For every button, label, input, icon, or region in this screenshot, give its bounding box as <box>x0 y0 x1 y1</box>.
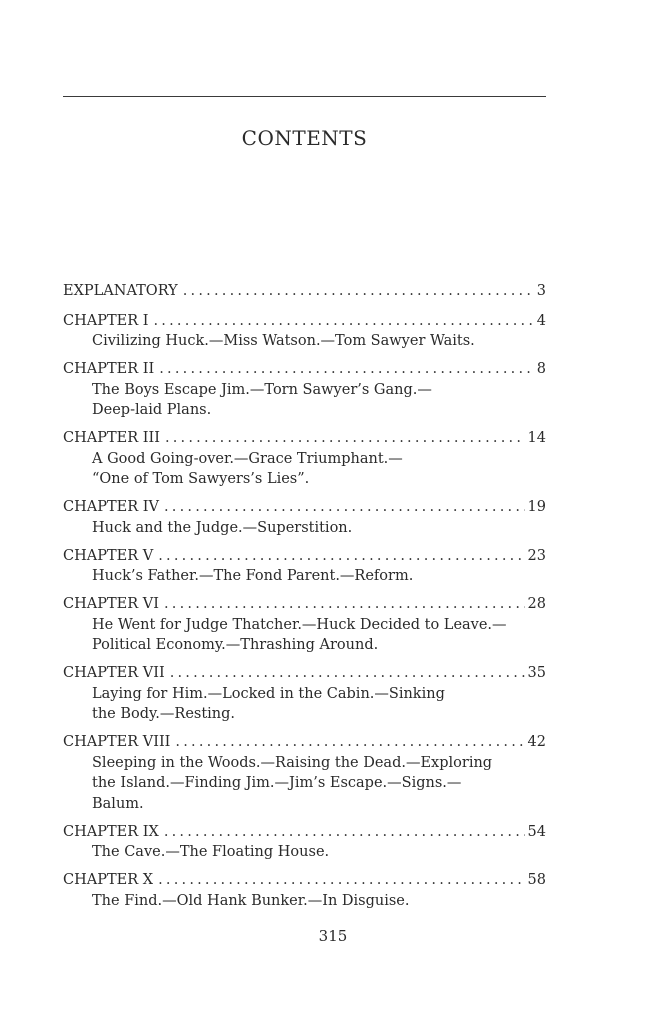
toc-entry-line <box>63 594 546 615</box>
toc-entry-line <box>63 359 546 380</box>
toc-entry <box>63 428 546 490</box>
toc-entry-description: Balum. <box>92 795 144 812</box>
toc-entry-description: The Boys Escape Jim.—Torn Sawyer’s Gang.— <box>92 381 432 398</box>
toc-entry-line <box>63 281 546 302</box>
toc-entry-description: “One of Tom Sawyers’s Lies”. <box>92 471 310 487</box>
toc-entry-description: the Island.—Finding Jim.—Jim’s Escape.—Signs.— <box>92 775 462 791</box>
toc-entry-line <box>63 428 546 449</box>
toc-entry-page: 35 <box>527 665 546 681</box>
toc-entry-page: 58 <box>527 872 546 888</box>
toc-entry-label: CHAPTER VI <box>63 596 159 612</box>
toc-entry-page: 42 <box>527 734 546 750</box>
toc-entry <box>63 546 546 587</box>
toc-entry-page: 4 <box>536 312 546 329</box>
dot-leader <box>170 663 525 684</box>
toc-entry-page: 19 <box>527 499 546 515</box>
dot-leader <box>164 594 525 615</box>
toc-entry-label: CHAPTER IX <box>63 823 159 840</box>
dot-leader <box>175 732 524 753</box>
toc-entry-description: The Cave.—The Floating House. <box>92 844 330 860</box>
toc-entry-label: CHAPTER X <box>63 872 154 888</box>
toc-entry <box>63 663 546 725</box>
toc-entry-label: CHAPTER V <box>63 547 154 564</box>
dot-leader <box>164 497 525 518</box>
toc-entry-line <box>63 822 546 843</box>
top-rule <box>63 96 546 97</box>
toc-entry-description: Huck and the Judge.—Superstition. <box>92 519 353 536</box>
toc-entry-label: CHAPTER III <box>63 430 160 446</box>
table-of-contents <box>63 281 546 919</box>
toc-entry-page: 8 <box>536 361 546 377</box>
toc-entry-description: the Body.—Resting. <box>92 706 236 722</box>
page-title: CONTENTS <box>241 126 368 150</box>
toc-entry-page: 28 <box>527 596 546 612</box>
dot-leader <box>159 359 534 380</box>
toc-entry-line <box>63 546 546 567</box>
toc-entry <box>63 497 546 538</box>
toc-entry-page: 14 <box>527 430 546 446</box>
toc-entry-description: Laying for Him.—Locked in the Cabin.—Sinking <box>92 685 445 702</box>
toc-entry-page: 3 <box>536 283 546 299</box>
toc-entry <box>63 359 546 421</box>
toc-entry-line <box>63 732 546 753</box>
toc-entry-label: EXPLANATORY <box>63 283 178 299</box>
toc-entry-description: Civilizing Huck.—Miss Watson.—Tom Sawyer Waits. <box>92 333 475 349</box>
dot-leader <box>158 546 524 567</box>
dot-leader <box>158 870 524 891</box>
page-number: 315 <box>318 927 348 945</box>
toc-entry-label: CHAPTER II <box>63 361 155 377</box>
toc-entry-label: CHAPTER VII <box>63 665 165 681</box>
toc-entry <box>63 594 546 656</box>
toc-entry-description: A Good Going-over.—Grace Triumphant.— <box>92 450 403 467</box>
toc-entry-description: Deep-laid Plans. <box>92 402 212 418</box>
toc-entry-line <box>63 870 546 891</box>
toc-entry <box>63 311 546 352</box>
toc-entry-label: CHAPTER I <box>63 312 149 329</box>
toc-entry-description: Huck’s Father.—The Fond Parent.—Reform. <box>92 568 414 584</box>
toc-entry-line <box>63 311 546 332</box>
toc-entry-page: 23 <box>527 547 546 564</box>
toc-entry-label: CHAPTER IV <box>63 499 159 515</box>
dot-leader <box>153 311 533 332</box>
toc-entry-line <box>63 663 546 684</box>
toc-entry-page: 54 <box>527 823 546 840</box>
toc-entry-description: Political Economy.—Thrashing Around. <box>92 637 379 653</box>
toc-entry-description: The Find.—Old Hank Bunker.—In Disguise. <box>92 892 410 909</box>
toc-entry-label: CHAPTER VIII <box>63 734 171 750</box>
toc-entry <box>63 822 546 863</box>
toc-entry-description: He Went for Judge Thatcher.—Huck Decided to Leave.— <box>92 616 507 633</box>
toc-entry <box>63 281 546 302</box>
toc-entry-line <box>63 497 546 518</box>
dot-leader <box>183 281 534 302</box>
toc-entry <box>63 732 546 814</box>
dot-leader <box>165 428 525 449</box>
toc-entry <box>63 870 546 911</box>
toc-entry-description: Sleeping in the Woods.—Raising the Dead.—Exploring <box>92 754 493 771</box>
dot-leader <box>164 822 525 843</box>
